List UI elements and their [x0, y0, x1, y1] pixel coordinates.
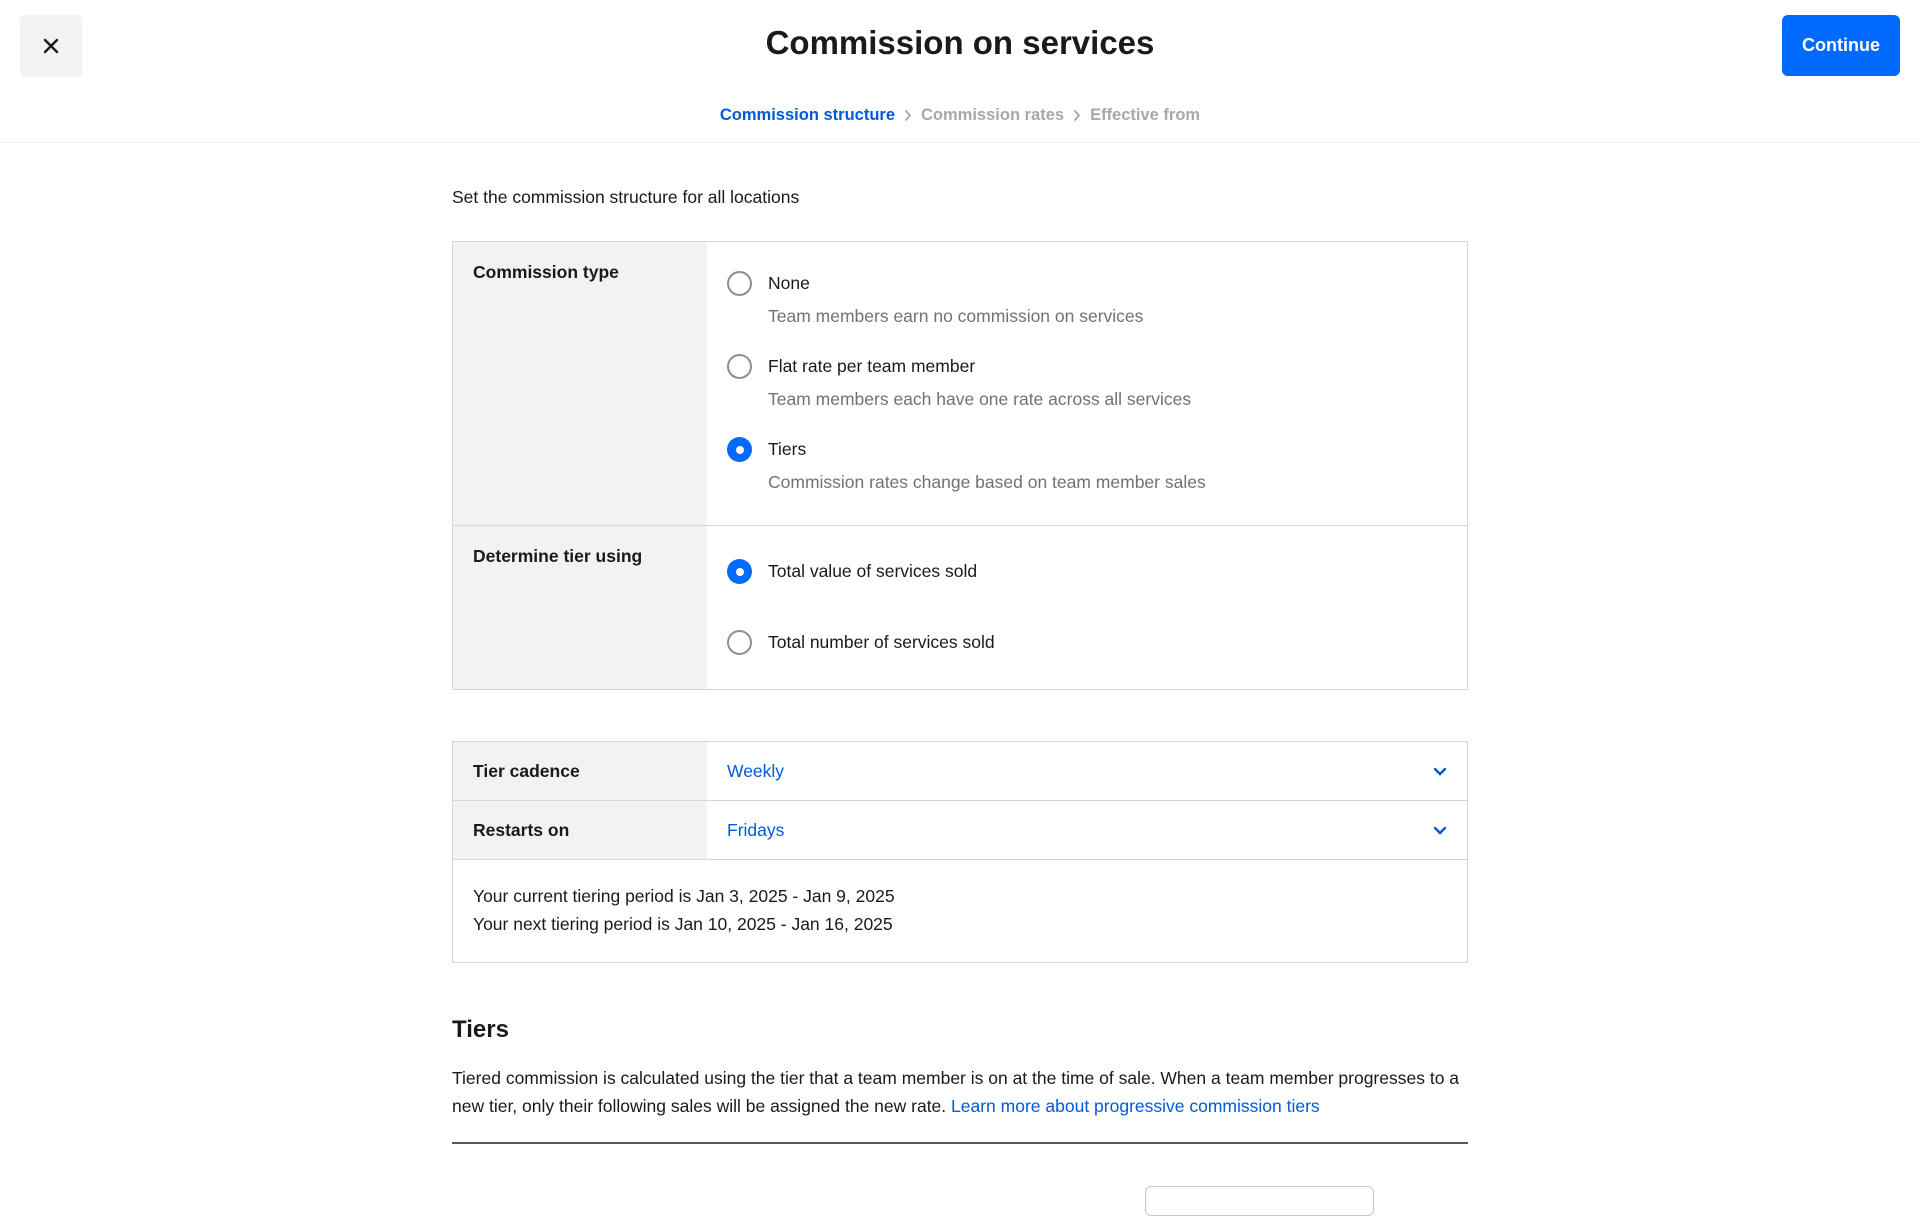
tiers-heading: Tiers [452, 1016, 509, 1043]
tier-cadence-select[interactable] [707, 742, 1467, 800]
option-tiers[interactable] [727, 409, 1447, 492]
restarts-on-label: Restarts on [453, 801, 707, 859]
intro-text: Set the commission structure for all locations [452, 187, 800, 207]
chevron-right-icon [1073, 109, 1081, 122]
commission-type-row [453, 242, 1467, 525]
radio-total-number[interactable] [727, 630, 752, 655]
tier-input-field[interactable] [1145, 1186, 1374, 1216]
tier-cadence-label: Tier cadence [453, 742, 707, 800]
tiers-description-text: Tiered commission is calculated using the tier that a team member is on at the time of sale. When a team member progresses to a new tier, only their following sales will be assigned the new rate. [452, 1068, 1460, 1116]
breadcrumb-effective-from[interactable]: Effective from [1090, 106, 1201, 124]
restarts-on-select[interactable] [707, 801, 1467, 859]
option-title: None [768, 273, 810, 293]
tiering-period-info [453, 860, 1467, 962]
radio-none[interactable] [727, 271, 752, 296]
option-description: Team members earn no commission on services [768, 306, 1144, 326]
option-description: Team members each have one rate across all services [768, 389, 1192, 409]
option-title: Total value of services sold [768, 561, 978, 581]
option-title: Flat rate per team member [768, 356, 976, 376]
current-period-text: Your current tiering period is Jan 3, 2025 - Jan 9, 2025 [473, 886, 895, 906]
cadence-panel [452, 741, 1468, 963]
option-title: Total number of services sold [768, 632, 995, 652]
radio-total-value[interactable] [727, 559, 752, 584]
option-total-number[interactable] [727, 584, 1447, 655]
top-bar [0, 0, 1920, 143]
next-period-text: Your next tiering period is Jan 10, 2025 - Jan 16, 2025 [473, 914, 893, 934]
commission-type-label: Commission type [453, 242, 707, 525]
chevron-down-icon [1433, 767, 1447, 776]
chevron-right-icon [904, 109, 912, 122]
determine-tier-label: Determine tier using [453, 526, 707, 689]
radio-tiers[interactable] [727, 437, 752, 462]
page-title: Commission on services [765, 24, 1155, 61]
chevron-down-icon [1433, 826, 1447, 835]
main-content [452, 143, 1468, 1144]
breadcrumb-commission-structure[interactable]: Commission structure [719, 106, 896, 124]
breadcrumb-commission-rates[interactable]: Commission rates [921, 106, 1065, 124]
option-total-value[interactable] [727, 526, 1447, 584]
option-description: Commission rates change based on team member sales [768, 472, 1206, 492]
tiers-description [452, 1064, 1468, 1120]
restarts-on-row [453, 801, 1467, 860]
tier-cadence-row [453, 742, 1467, 801]
structure-panel [452, 241, 1468, 690]
continue-button[interactable]: Continue [1782, 15, 1900, 76]
option-flat-rate[interactable] [727, 326, 1447, 409]
tiers-divider [452, 1142, 1468, 1144]
option-none[interactable] [727, 242, 1447, 326]
commission-type-options [707, 242, 1467, 525]
determine-tier-row [453, 525, 1467, 689]
restarts-on-value: Fridays [727, 819, 785, 840]
radio-flat-rate[interactable] [727, 354, 752, 379]
determine-tier-options [707, 526, 1467, 689]
option-title: Tiers [768, 439, 807, 459]
learn-more-link[interactable]: Learn more about progressive commission tiers [951, 1096, 1320, 1116]
tier-cadence-value: Weekly [727, 760, 785, 781]
breadcrumb [0, 106, 1920, 125]
